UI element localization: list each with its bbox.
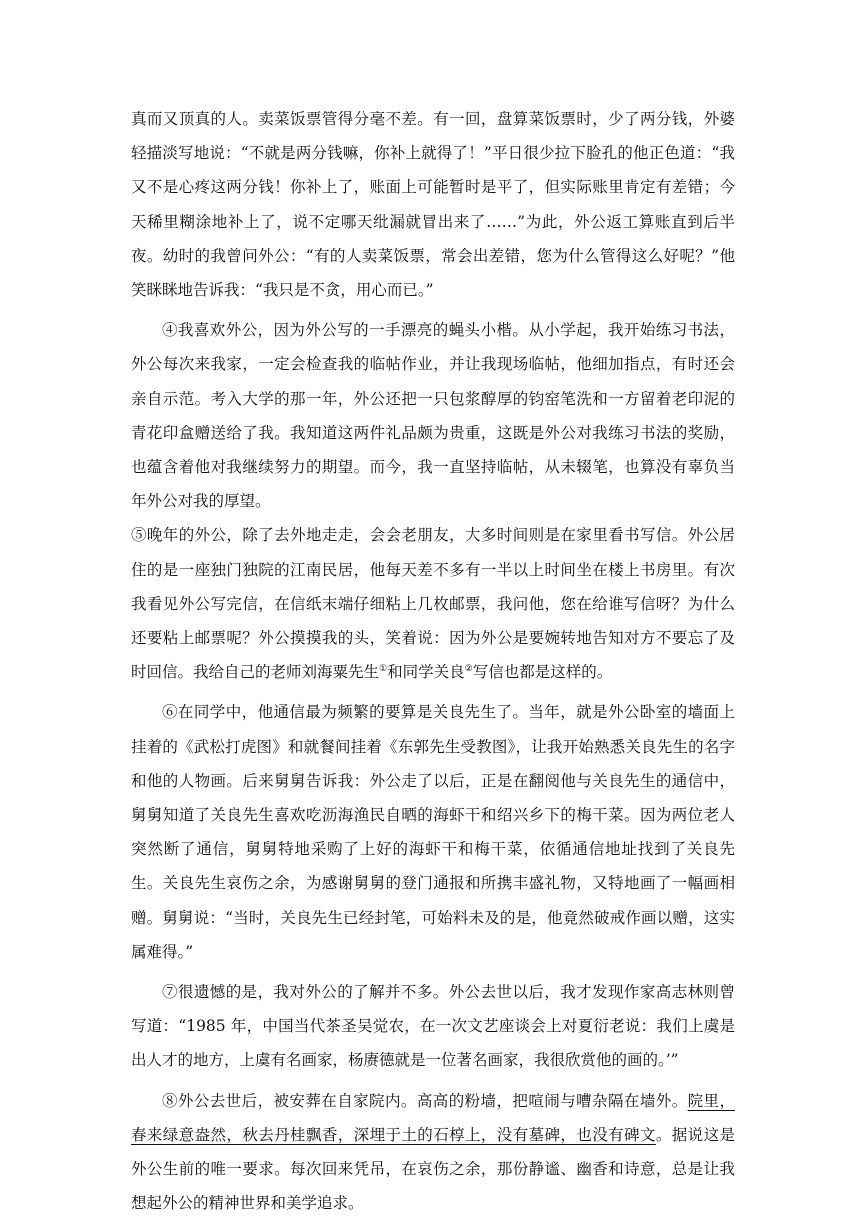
paragraph-6: ⑥在同学中，他通信最为频繁的要算是关良先生了。当年，就是外公卧室的墙面上挂着的《武松打虎图》和就餐间挂着《东郭先生受教图》，让我开始熟悉关良先生的名字和他的人物画。后来舅舅告诉我：外公走了以后，正是在翻阅他与关良先生的通信中，舅舅知道了关良先生喜欢吃沥海渔民自晒的海虾干和绍兴乡下的梅干菜。因为两位老人突然断了通信，舅舅特地采购了上好的海虾干和梅干菜，依循通信地址找到了关良先生。关良先生哀伤之余，为感谢舅舅的登门通报和所携丰盛礼物，又特地画了一幅画相赠。舅舅说：“当时，关良先生已经封笔，可始料未及的是，他竟然破戒作画以赠，这实属难得。” xyxy=(131,703,735,961)
paragraph-8 xyxy=(131,1084,735,1221)
paragraph-4: ④我喜欢外公，因为外公写的一手漂亮的蝇头小楷。从小学起，我开始练习书法，外公每次来我家，一定会检查我的临帖作业，并让我现场临帖，他细加指点，有时还会亲自示范。考入大学的那一年，外公还把一只包浆醇厚的钧窑笔洗和一方留着老印泥的青花印盒赠送给了我。我知道这两件礼品颇为贵重，这既是外公对我练习书法的奖励，也蕴含着他对我继续努力的期望。而今，我一直坚持临帖，从未辍笔，也算没有辜负当年外公对我的厚望。 xyxy=(131,321,735,511)
paragraph-5-main: ⑤晚年的外公，除了去外地走走，会会老朋友，大多时间则是在家里看书写信。外公居住的是一座独门独院的江南民居，他每天差不多有一半以上时间坐在楼上书房里。有次我看见外公写完信，在信纸末端仔细粘上几枚邮票，我问他，您在给谁写信呀？为什么还要粘上邮票呢？外公摸摸我的头，笑着说：因为外公是要婉转地告知对方不要忘了及时回信。我给自己的老师刘海粟先生 xyxy=(131,526,735,682)
paragraph-5-mid: 和同学关良 xyxy=(387,663,465,682)
footnote-marker-1: ① xyxy=(379,664,388,675)
paragraph-3-continuation: 真而又顶真的人。卖菜饭票管得分毫不差。有一回，盘算菜饭票时，少了两分钱，外婆轻描淡写地说：“不就是两分钱嘛，你补上就得了！”平日很少拉下脸孔的他正色道：“我又不是心疼这两分钱！你补上了，账面上可能暂时是平了，但实际账里肯定有差错；今天稀里糊涂地补上了，说不定哪天纰漏就冒出来了……”为此，外公返工算账直到后半夜。幼时的我曾问外公：“有的人卖菜饭票，常会出差错，您为什么管得这么好呢？”他笑眯眯地告诉我：“我只是不贪，用心而已。” xyxy=(131,110,735,300)
essay-body xyxy=(131,102,735,1221)
underlined-sentence: 院里，春来绿意盎然，秋去丹桂飘香，深埋于土的石椁上，没有墓碑，也没有碑文 xyxy=(131,1091,735,1144)
paragraph-8-start: ⑧外公去世后，被安葬在自家院内。高高的粉墙，把喧闹与嘈杂隔在墙外。 xyxy=(162,1091,688,1110)
paragraph-5 xyxy=(131,518,735,689)
paragraph-7: ⑦很遗憾的是，我对外公的了解并不多。外公去世以后，我才发现作家高志林则曾写道：“1985 年，中国当代茶圣吴觉农，在一次文艺座谈会上对夏衍老说：我们上虞是出人才的地方，上虞有名画家，杨赓德就是一位著名画家，我很欣赏他的画的。’” xyxy=(131,983,735,1070)
paragraph-5-end: 写信也都是这样的。 xyxy=(472,663,613,682)
paragraph-8-end: 。据说这是外公生前的唯一要求。每次回来凭吊，在哀伤之余，那份静谧、幽香和诗意，总是让我想起外公的精神世界和美学追求。 xyxy=(131,1125,735,1213)
footnote-marker-2: ② xyxy=(464,664,473,675)
